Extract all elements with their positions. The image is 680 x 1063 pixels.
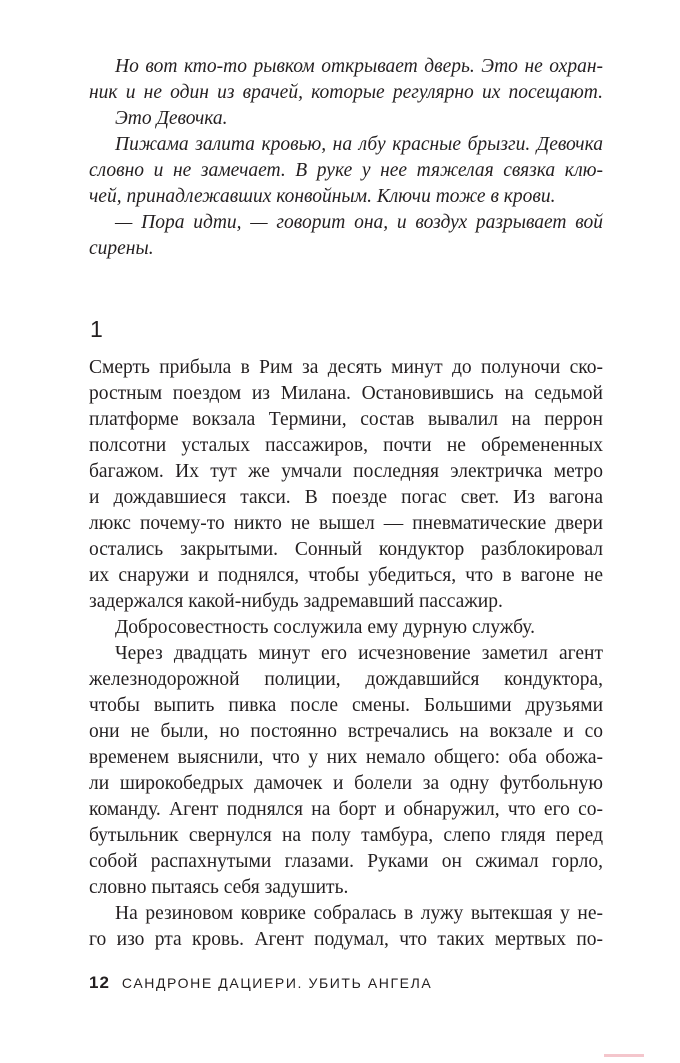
body-line: команду. Агент поднялся на борт и обнаружил, что его со- (89, 799, 603, 820)
body-line: платформе вокзала Термини, состав вывалил на перрон (89, 409, 603, 430)
body-line: остались закрытыми. Сонный кондуктор разблокировал (89, 539, 603, 560)
epigraph-line: Это Девочка. (115, 108, 228, 129)
body-line: полсотни усталых пассажиров, почти не обремененных (89, 435, 603, 456)
chapter-number: 1 (90, 316, 103, 342)
body-line: временем выяснили, что у них немало общего: оба обожа- (89, 747, 603, 768)
page-number: 12 (89, 973, 110, 992)
body-line: бутыльник свернулся на полу тамбура, слепо глядя перед (89, 825, 603, 846)
body-line: люкс почему-то никто не вышел — пневматические двери (89, 513, 603, 534)
body-line: задержался какой-нибудь задремавший пассажир. (89, 591, 503, 612)
body-line: и дождавшиеся такси. В поезде погас свет. Из вагона (89, 487, 603, 508)
body-line: их снаружи и поднялся, чтобы убедиться, что в вагоне не (89, 565, 603, 586)
epigraph-line: сирены. (89, 238, 154, 259)
body-line: собой распахнутыми глазами. Руками он сжимал горло, (89, 851, 603, 872)
body-line: чтобы выпить пивка после смены. Большими друзьями (89, 695, 603, 716)
body-line: Смерть прибыла в Рим за десять минут до полуночи ско- (89, 357, 603, 378)
page-footer (89, 972, 432, 995)
epigraph-line: словно и не замечает. В руке у нее тяжелая связка клю- (89, 160, 603, 181)
epigraph-line: ник и не один из врачей, которые регулярно их посещают. (89, 82, 603, 103)
body-line: железнодорожной полиции, дождавшийся кондуктора, (89, 669, 603, 690)
body-line: багажом. Их тут же умчали последняя электричка метро (89, 461, 603, 482)
body-line: Добросовестность сослужила ему дурную службу. (115, 617, 535, 638)
body-line: На резиновом коврике собралась в лужу вытекшая у не- (115, 903, 603, 924)
body-line: словно пытаясь себя задушить. (89, 877, 349, 898)
body-line: Через двадцать минут его исчезновение заметил агент (115, 643, 603, 664)
running-title: САНДРОНЕ ДАЦИЕРИ. УБИТЬ АНГЕЛА (121, 975, 433, 991)
body-line: ли широкобедрых дамочек и болели за одну футбольную (89, 773, 603, 794)
body-line: они не были, но постоянно встречались на вокзале и со (89, 721, 603, 742)
epigraph-line: — Пора идти, — говорит она, и воздух разрывает вой (115, 212, 603, 233)
epigraph-line: Но вот кто-то рывком открывает дверь. Это не охран- (115, 56, 603, 77)
epigraph-line: чей, принадлежавших конвойным. Ключи тоже в крови. (89, 186, 556, 207)
corner-mark (604, 1054, 644, 1057)
body-line: ростным поездом из Милана. Остановившись на седьмой (89, 383, 603, 404)
body-line: го изо рта кровь. Агент подумал, что таких мертвых по- (89, 929, 603, 950)
epigraph-line: Пижама залита кровью, на лбу красные брызги. Девочка (115, 134, 603, 155)
